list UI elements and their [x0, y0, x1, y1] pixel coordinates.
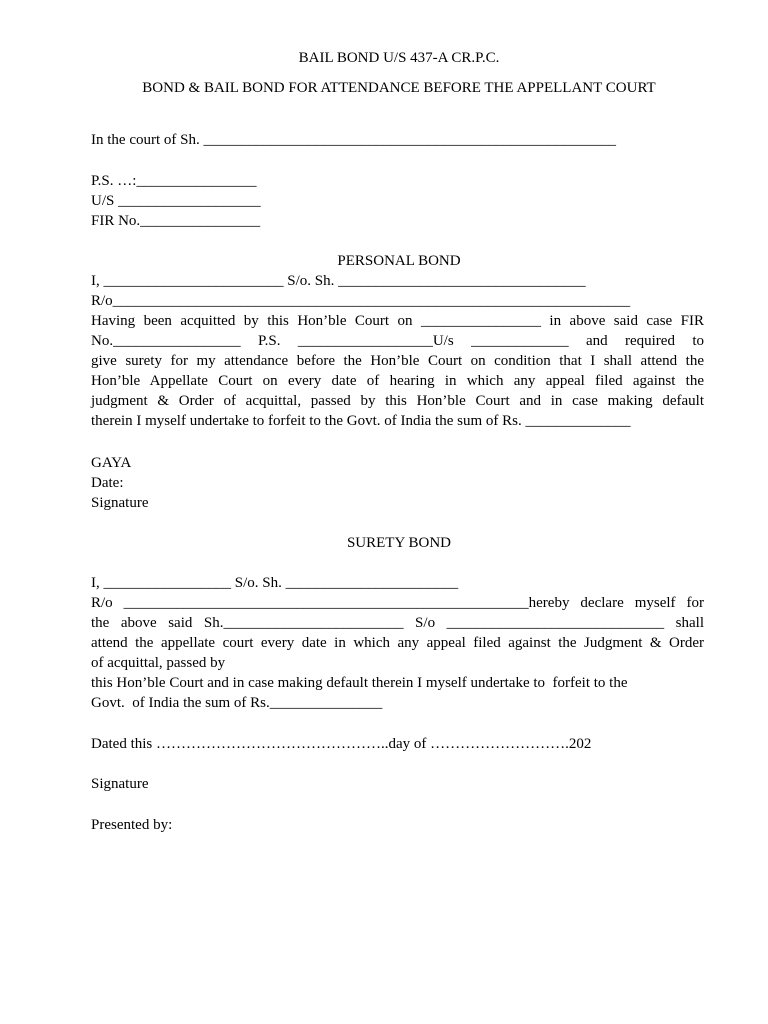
personal-bond-line: therein I myself undertake to forfeit to the Govt. of India the sum of Rs. ______________ [91, 413, 631, 429]
document-title: BAIL BOND U/S 437-A CR.P.C. [298, 50, 500, 66]
surety-bond-heading: SURETY BOND [346, 535, 452, 551]
personal-bond-line: No._________________ P.S. __________________U/s _____________ and required to [91, 333, 704, 349]
us-line: U/S ___________________ [91, 193, 261, 209]
ps-line: P.S. …:________________ [91, 173, 257, 189]
personal-bond-line: R/o_____________________________________________________________________ [91, 293, 631, 309]
presented-by-label: Presented by: [91, 817, 173, 833]
personal-bond-line: Having been acquitted by this Hon’ble Court on ________________ in above said case FIR [91, 313, 704, 329]
personal-bond-line: give surety for my attendance before the Hon’ble Court on condition that I shall attend the [91, 353, 704, 369]
surety-bond-line: this Hon’ble Court and in case making default therein I myself undertake to forfeit to the [91, 675, 628, 691]
signature-label: Signature [91, 495, 149, 511]
fir-line: FIR No.________________ [91, 213, 261, 229]
dated-line: Dated this ………………………………………..day of ……………………….202 [91, 736, 592, 752]
date-label: Date: [91, 475, 124, 491]
place-label: GAYA [91, 455, 132, 471]
personal-bond-heading: PERSONAL BOND [337, 253, 461, 269]
personal-bond-line: judgment & Order of acquittal, passed by this Hon’ble Court and in case making default [91, 393, 704, 409]
personal-bond-line: Hon’ble Appellate Court on every date of hearing in which any appeal filed against the [91, 373, 704, 389]
surety-bond-line: R/o ______________________________________________________hereby declare myself for [91, 595, 704, 611]
surety-signature-label: Signature [91, 776, 149, 792]
court-line: In the court of Sh. _______________________________________________________ [91, 132, 616, 148]
surety-bond-line: the above said Sh.________________________ S/o _____________________________ shall [91, 615, 704, 631]
personal-bond-line: I, ________________________ S/o. Sh. _________________________________ [91, 273, 586, 289]
surety-bond-line: of acquittal, passed by [91, 655, 226, 671]
document-subtitle: BOND & BAIL BOND FOR ATTENDANCE BEFORE THE APPELLANT COURT [142, 80, 656, 96]
surety-bond-line: I, _________________ S/o. Sh. _______________________ [91, 575, 459, 591]
surety-bond-line: attend the appellate court every date in which any appeal filed against the Judgment & Order [91, 635, 704, 651]
surety-bond-line: Govt. of India the sum of Rs._______________ [91, 695, 383, 711]
